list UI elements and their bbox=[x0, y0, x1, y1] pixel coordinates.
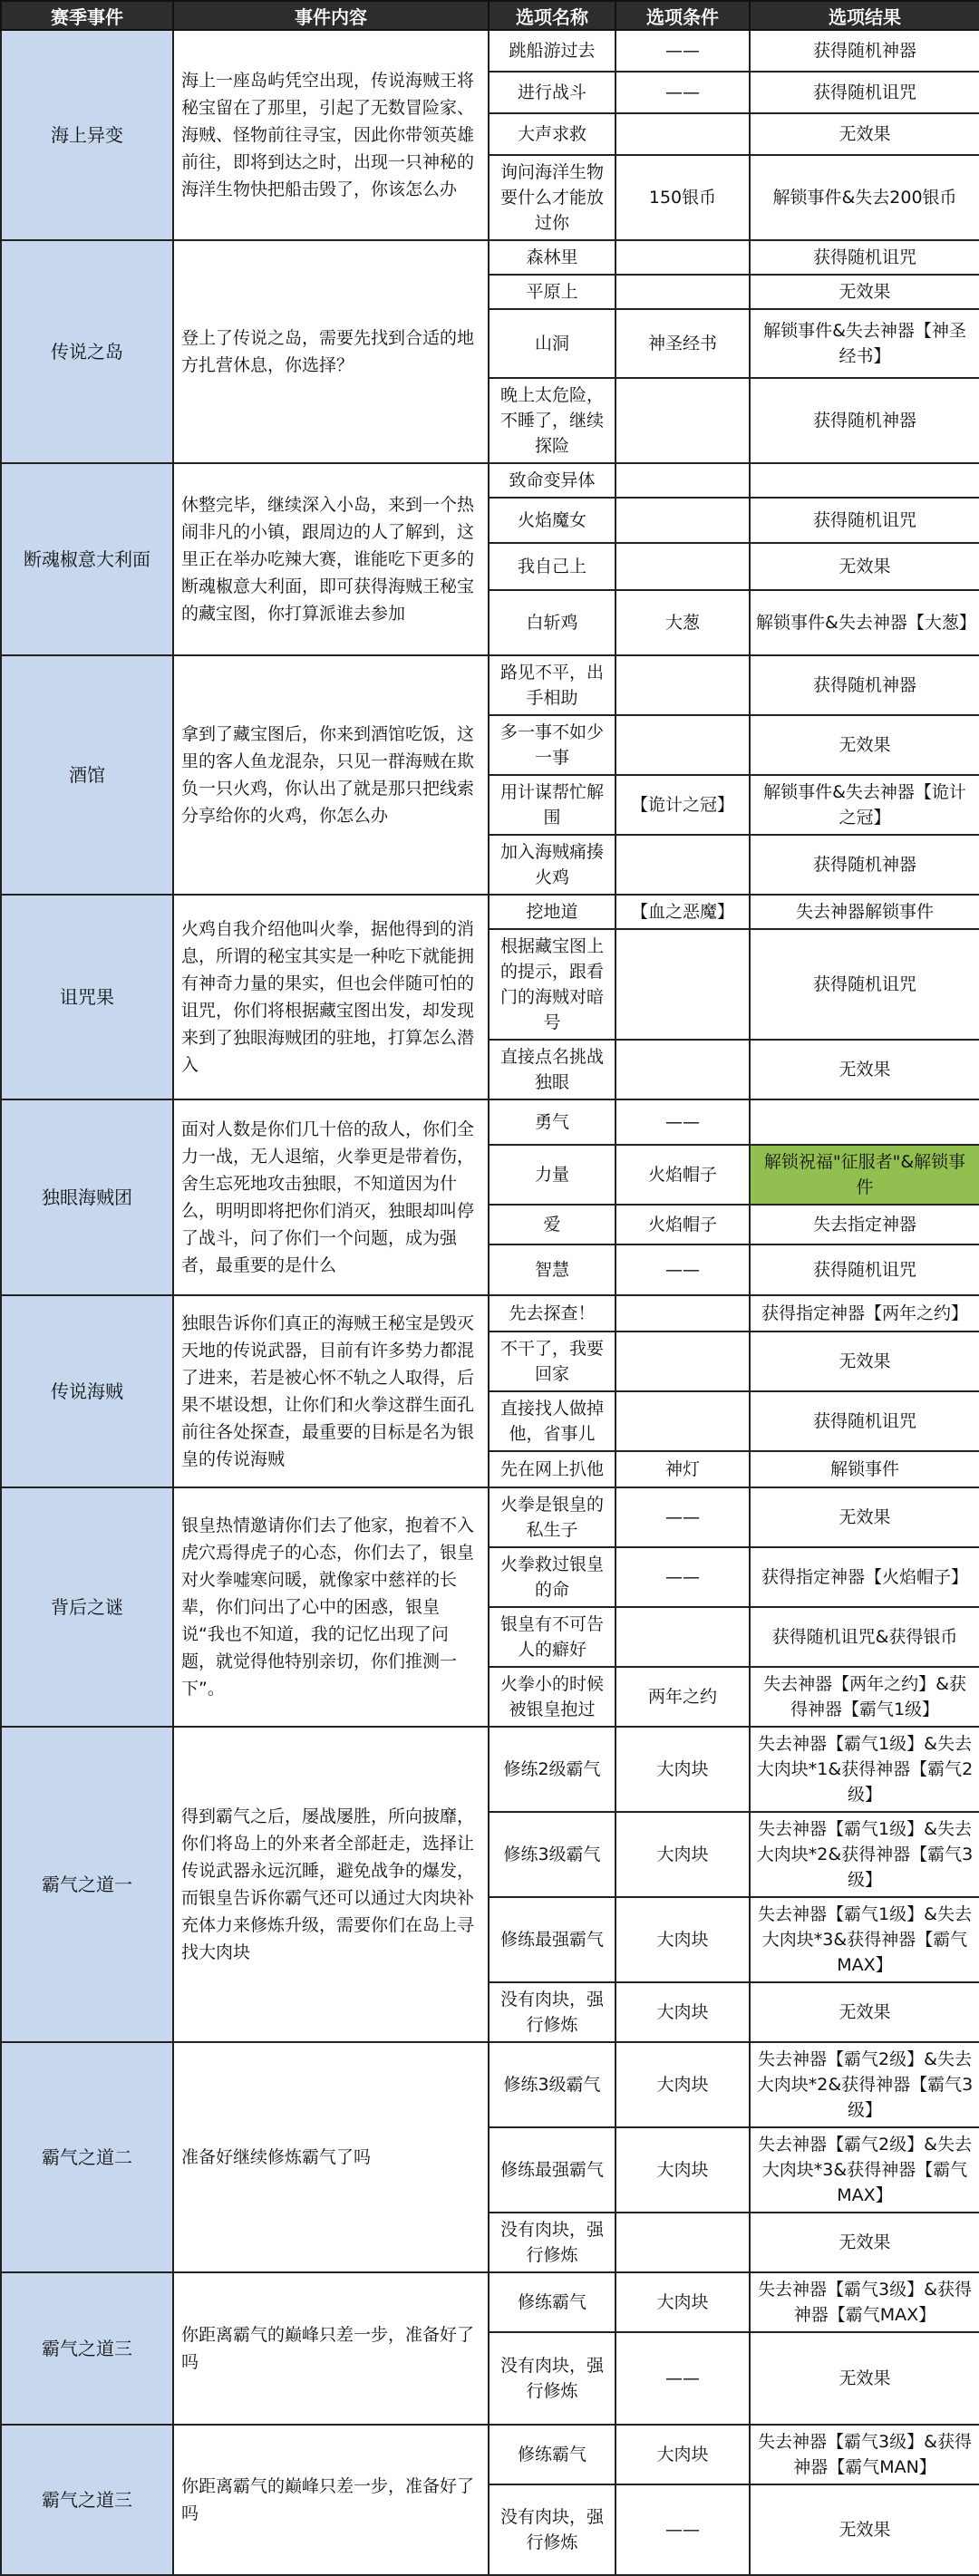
option-result-cell: 失去神器【霸气3级】&获得神器【霸气MAX】 bbox=[750, 2272, 979, 2332]
option-name-cell: 力量 bbox=[489, 1145, 616, 1205]
table-row bbox=[1, 1295, 979, 1332]
event-content-cell: 准备好继续修炼霸气了吗 bbox=[173, 2042, 489, 2272]
table-row bbox=[1, 2042, 979, 2127]
option-name-cell: 致命变异体 bbox=[489, 463, 616, 498]
option-name-cell: 晚上太危险，不睡了，继续探险 bbox=[489, 378, 616, 463]
option-condition-cell: 大肉块 bbox=[616, 2425, 750, 2484]
option-condition-cell bbox=[616, 543, 750, 590]
option-name-cell: 修练最强霸气 bbox=[489, 1897, 616, 1982]
option-result-cell: 无效果 bbox=[750, 275, 979, 309]
option-result-cell: 获得随机神器 bbox=[750, 655, 979, 715]
option-condition-cell: —— bbox=[616, 72, 750, 113]
option-condition-cell: —— bbox=[616, 2332, 750, 2425]
option-result-cell: 失去神器【霸气2级】&失去大肉块*3&获得神器【霸气MAX】 bbox=[750, 2127, 979, 2213]
event-content-cell: 登上了传说之岛，需要先找到合适的地方扎营休息，你选择？ bbox=[173, 240, 489, 463]
option-result-cell: 获得随机诅咒 bbox=[750, 72, 979, 113]
event-content-cell: 得到霸气之后，屡战屡胜，所向披靡，你们将岛上的外来者全部赶走，选择让传说武器永远沉睡，避免战争的爆发，而银皇告诉你霸气还可以通过大肉块补充体力来修炼升级，需要你们在岛上寻找大肉块 bbox=[173, 1727, 489, 2042]
event-content-cell: 休整完毕，继续深入小岛，来到一个热闹非凡的小镇，跟周边的人了解到，这里正在举办吃辣大赛，谁能吃下更多的断魂椒意大利面，即可获得海贼王秘宝的藏宝图，你打算派谁去参加 bbox=[173, 463, 489, 655]
option-result-cell: 无效果 bbox=[750, 1487, 979, 1547]
option-condition-cell: 大肉块 bbox=[616, 1727, 750, 1812]
option-name-cell: 挖地道 bbox=[489, 895, 616, 929]
option-name-cell: 修练霸气 bbox=[489, 2272, 616, 2332]
option-condition-cell bbox=[616, 378, 750, 463]
option-condition-cell bbox=[616, 655, 750, 715]
option-condition-cell bbox=[616, 835, 750, 895]
option-result-cell: 无效果 bbox=[750, 715, 979, 775]
option-name-cell: 火拳救过银皇的命 bbox=[489, 1547, 616, 1607]
option-name-cell: 平原上 bbox=[489, 275, 616, 309]
option-condition-cell bbox=[616, 1295, 750, 1332]
table-row bbox=[1, 240, 979, 275]
option-condition-cell bbox=[616, 240, 750, 275]
event-name-cell: 断魂椒意大利面 bbox=[1, 463, 173, 655]
option-result-cell: 获得随机诅咒 bbox=[750, 929, 979, 1040]
option-result-cell: 失去神器解锁事件 bbox=[750, 895, 979, 929]
option-name-cell: 没有肉块，强行修炼 bbox=[489, 1982, 616, 2042]
option-result-cell: 解锁事件&失去200银币 bbox=[750, 155, 979, 240]
option-result-cell: 失去神器【霸气3级】&获得神器【霸气MAN】 bbox=[750, 2425, 979, 2484]
option-name-cell: 修练2级霸气 bbox=[489, 1727, 616, 1812]
option-condition-cell bbox=[616, 275, 750, 309]
event-content-cell: 独眼告诉你们真正的海贼王秘宝是毁灭天地的传说武器，目前有许多势力都混了进来，若是被心怀不轨之人取得，后果不堪设想，让你们和火拳这群生面孔前往各处探查，最重要的目标是名为银皇的传说海贼 bbox=[173, 1295, 489, 1487]
option-result-cell: 失去指定神器 bbox=[750, 1205, 979, 1244]
option-condition-cell bbox=[616, 1040, 750, 1099]
option-result-cell: 解锁祝福"征服者"&解锁事件 bbox=[750, 1145, 979, 1205]
option-condition-cell: 大葱 bbox=[616, 590, 750, 655]
option-name-cell: 没有肉块，强行修炼 bbox=[489, 2332, 616, 2425]
table-row bbox=[1, 30, 979, 72]
table-row bbox=[1, 895, 979, 929]
option-name-cell: 询问海洋生物要什么才能放过你 bbox=[489, 155, 616, 240]
option-result-cell: 获得随机诅咒&获得银币 bbox=[750, 1607, 979, 1667]
option-result-cell: 获得随机诅咒 bbox=[750, 240, 979, 275]
option-name-cell: 山洞 bbox=[489, 309, 616, 378]
option-condition-cell: 大肉块 bbox=[616, 1897, 750, 1982]
event-content-cell: 海上一座岛屿凭空出现，传说海贼王将秘宝留在了那里，引起了无数冒险家、海贼、怪物前往寻宝，因此你带领英雄前往，即将到达之时，出现一只神秘的海洋生物快把船击毁了，你该怎么办 bbox=[173, 30, 489, 240]
option-name-cell: 进行战斗 bbox=[489, 72, 616, 113]
option-condition-cell: 150银币 bbox=[616, 155, 750, 240]
option-name-cell: 修练3级霸气 bbox=[489, 1812, 616, 1897]
event-content-cell: 火鸡自我介绍他叫火拳，据他得到的消息，所谓的秘宝其实是一种吃下就能拥有神奇力量的果实，但也会伴随可怕的诅咒，你们将根据藏宝图出发，却发现来到了独眼海贼团的驻地，打算怎么潜入 bbox=[173, 895, 489, 1099]
option-name-cell: 根据藏宝图上的提示，跟看门的海贼对暗号 bbox=[489, 929, 616, 1040]
event-name-cell: 霸气之道一 bbox=[1, 1727, 173, 2042]
option-result-cell: 获得随机诅咒 bbox=[750, 1244, 979, 1295]
option-result-cell: 解锁事件&失去神器【神圣经书】 bbox=[750, 309, 979, 378]
event-name-cell: 海上异变 bbox=[1, 30, 173, 240]
option-condition-cell bbox=[616, 1332, 750, 1391]
option-name-cell: 不干了，我要回家 bbox=[489, 1332, 616, 1391]
option-condition-cell: —— bbox=[616, 30, 750, 72]
option-name-cell: 修练3级霸气 bbox=[489, 2042, 616, 2127]
event-content-cell: 你距离霸气的巅峰只差一步，准备好了吗 bbox=[173, 2272, 489, 2425]
option-name-cell: 勇气 bbox=[489, 1099, 616, 1145]
event-name-cell: 独眼海贼团 bbox=[1, 1099, 173, 1295]
option-result-cell: 获得随机神器 bbox=[750, 30, 979, 72]
table-row bbox=[1, 2425, 979, 2484]
option-condition-cell: —— bbox=[616, 1099, 750, 1145]
option-name-cell: 先去探查！ bbox=[489, 1295, 616, 1332]
table-row bbox=[1, 463, 979, 498]
option-result-cell: 获得指定神器【火焰帽子】 bbox=[750, 1547, 979, 1607]
option-result-cell: 无效果 bbox=[750, 2332, 979, 2425]
event-name-cell: 背后之谜 bbox=[1, 1487, 173, 1727]
option-condition-cell: 【诡计之冠】 bbox=[616, 775, 750, 835]
option-condition-cell: 大肉块 bbox=[616, 1812, 750, 1897]
header-result: 选项结果 bbox=[750, 1, 979, 30]
option-condition-cell bbox=[616, 498, 750, 543]
option-result-cell: 获得指定神器【两年之约】 bbox=[750, 1295, 979, 1332]
option-name-cell: 白斩鸡 bbox=[489, 590, 616, 655]
option-condition-cell bbox=[616, 929, 750, 1040]
option-condition-cell: 火焰帽子 bbox=[616, 1205, 750, 1244]
option-result-cell: 无效果 bbox=[750, 2213, 979, 2272]
option-name-cell: 大声求救 bbox=[489, 113, 616, 155]
table-row bbox=[1, 1099, 979, 1145]
option-condition-cell: —— bbox=[616, 1547, 750, 1607]
option-name-cell: 修练最强霸气 bbox=[489, 2127, 616, 2213]
header-event: 赛季事件 bbox=[1, 1, 173, 30]
option-name-cell: 爱 bbox=[489, 1205, 616, 1244]
option-name-cell: 加入海贼痛揍火鸡 bbox=[489, 835, 616, 895]
option-name-cell: 森林里 bbox=[489, 240, 616, 275]
option-name-cell: 火焰魔女 bbox=[489, 498, 616, 543]
option-name-cell: 用计谋帮忙解围 bbox=[489, 775, 616, 835]
option-name-cell: 直接点名挑战独眼 bbox=[489, 1040, 616, 1099]
option-condition-cell bbox=[616, 1391, 750, 1451]
option-condition-cell: 神灯 bbox=[616, 1451, 750, 1487]
option-name-cell: 修练霸气 bbox=[489, 2425, 616, 2484]
option-result-cell: 获得随机诅咒 bbox=[750, 498, 979, 543]
header-content: 事件内容 bbox=[173, 1, 489, 30]
option-condition-cell: 神圣经书 bbox=[616, 309, 750, 378]
option-condition-cell: 火焰帽子 bbox=[616, 1145, 750, 1205]
event-content-cell: 面对人数是你们几十倍的敌人，你们全力一战，无人退缩，火拳更是带着伤，舍生忘死地攻击独眼，不知道因为什么，明明即将把你们消灭，独眼却叫停了战斗，问了你们一个问题，成为强者，最重要的是什么 bbox=[173, 1099, 489, 1295]
option-name-cell: 路见不平，出手相助 bbox=[489, 655, 616, 715]
option-name-cell: 没有肉块，强行修炼 bbox=[489, 2484, 616, 2575]
event-content-cell: 拿到了藏宝图后，你来到酒馆吃饭，这里的客人鱼龙混杂，只见一群海贼在欺负一只火鸡，你认出了就是那只把线索分享给你的火鸡，你怎么办 bbox=[173, 655, 489, 895]
option-result-cell: 无效果 bbox=[750, 1332, 979, 1391]
option-result-cell: 失去神器【霸气2级】&失去大肉块*2&获得神器【霸气3级】 bbox=[750, 2042, 979, 2127]
option-condition-cell: —— bbox=[616, 1487, 750, 1547]
option-result-cell: 失去神器【霸气1级】&失去大肉块*2&获得神器【霸气3级】 bbox=[750, 1812, 979, 1897]
event-name-cell: 传说之岛 bbox=[1, 240, 173, 463]
option-result-cell: 失去神器【霸气1级】&失去大肉块*1&获得神器【霸气2级】 bbox=[750, 1727, 979, 1812]
event-name-cell: 霸气之道三 bbox=[1, 2425, 173, 2575]
table-header bbox=[1, 1, 979, 30]
header-condition: 选项条件 bbox=[616, 1, 750, 30]
option-result-cell: 解锁事件&失去神器【诡计之冠】 bbox=[750, 775, 979, 835]
event-name-cell: 传说海贼 bbox=[1, 1295, 173, 1487]
event-name-cell: 霸气之道二 bbox=[1, 2042, 173, 2272]
option-condition-cell: 大肉块 bbox=[616, 2272, 750, 2332]
table-row bbox=[1, 655, 979, 715]
option-result-cell: 无效果 bbox=[750, 1982, 979, 2042]
option-name-cell: 我自己上 bbox=[489, 543, 616, 590]
option-name-cell: 直接找人做掉他，省事儿 bbox=[489, 1391, 616, 1451]
option-condition-cell: 【血之恶魔】 bbox=[616, 895, 750, 929]
option-result-cell bbox=[750, 463, 979, 498]
table-row bbox=[1, 2272, 979, 2332]
option-name-cell: 智慧 bbox=[489, 1244, 616, 1295]
event-name-cell: 酒馆 bbox=[1, 655, 173, 895]
option-result-cell: 获得随机诅咒 bbox=[750, 1391, 979, 1451]
option-name-cell: 跳船游过去 bbox=[489, 30, 616, 72]
event-name-cell: 诅咒果 bbox=[1, 895, 173, 1099]
table-row bbox=[1, 1727, 979, 1812]
option-result-cell: 无效果 bbox=[750, 543, 979, 590]
option-name-cell: 没有肉块，强行修炼 bbox=[489, 2213, 616, 2272]
option-name-cell: 火拳是银皇的私生子 bbox=[489, 1487, 616, 1547]
option-name-cell: 银皇有不可告人的癖好 bbox=[489, 1607, 616, 1667]
option-result-cell: 获得随机神器 bbox=[750, 835, 979, 895]
option-condition-cell bbox=[616, 113, 750, 155]
option-name-cell: 先在网上扒他 bbox=[489, 1451, 616, 1487]
option-condition-cell: 两年之约 bbox=[616, 1667, 750, 1727]
event-content-cell: 银皇热情邀请你们去了他家，抱着不入虎穴焉得虎子的心态，你们去了，银皇对火拳嘘寒问暖，就像家中慈祥的长辈，你们问出了心中的困惑，银皇说“我也不知道，我的记忆出现了问题，就觉得他特别亲切，你们推测一下”。 bbox=[173, 1487, 489, 1727]
option-result-cell: 解锁事件 bbox=[750, 1451, 979, 1487]
option-condition-cell: 大肉块 bbox=[616, 2042, 750, 2127]
option-result-cell: 获得随机神器 bbox=[750, 378, 979, 463]
option-result-cell: 无效果 bbox=[750, 113, 979, 155]
option-condition-cell: —— bbox=[616, 2484, 750, 2575]
option-name-cell: 多一事不如少一事 bbox=[489, 715, 616, 775]
option-condition-cell bbox=[616, 463, 750, 498]
header-option: 选项名称 bbox=[489, 1, 616, 30]
table-body bbox=[1, 30, 979, 2575]
option-condition-cell: 大肉块 bbox=[616, 1982, 750, 2042]
option-result-cell bbox=[750, 1099, 979, 1145]
event-name-cell: 霸气之道三 bbox=[1, 2272, 173, 2425]
option-result-cell: 无效果 bbox=[750, 1040, 979, 1099]
option-result-cell: 解锁事件&失去神器【大葱】 bbox=[750, 590, 979, 655]
option-condition-cell: —— bbox=[616, 1244, 750, 1295]
event-content-cell: 你距离霸气的巅峰只差一步，准备好了吗 bbox=[173, 2425, 489, 2575]
option-condition-cell bbox=[616, 1607, 750, 1667]
option-condition-cell: 大肉块 bbox=[616, 2127, 750, 2213]
option-name-cell: 火拳小的时候被银皇抱过 bbox=[489, 1667, 616, 1727]
option-result-cell: 无效果 bbox=[750, 2484, 979, 2575]
option-condition-cell bbox=[616, 715, 750, 775]
option-condition-cell bbox=[616, 2213, 750, 2272]
option-result-cell: 失去神器【霸气1级】&失去大肉块*3&获得神器【霸气MAX】 bbox=[750, 1897, 979, 1982]
option-result-cell: 失去神器【两年之约】&获得神器【霸气1级】 bbox=[750, 1667, 979, 1727]
table-row bbox=[1, 1487, 979, 1547]
